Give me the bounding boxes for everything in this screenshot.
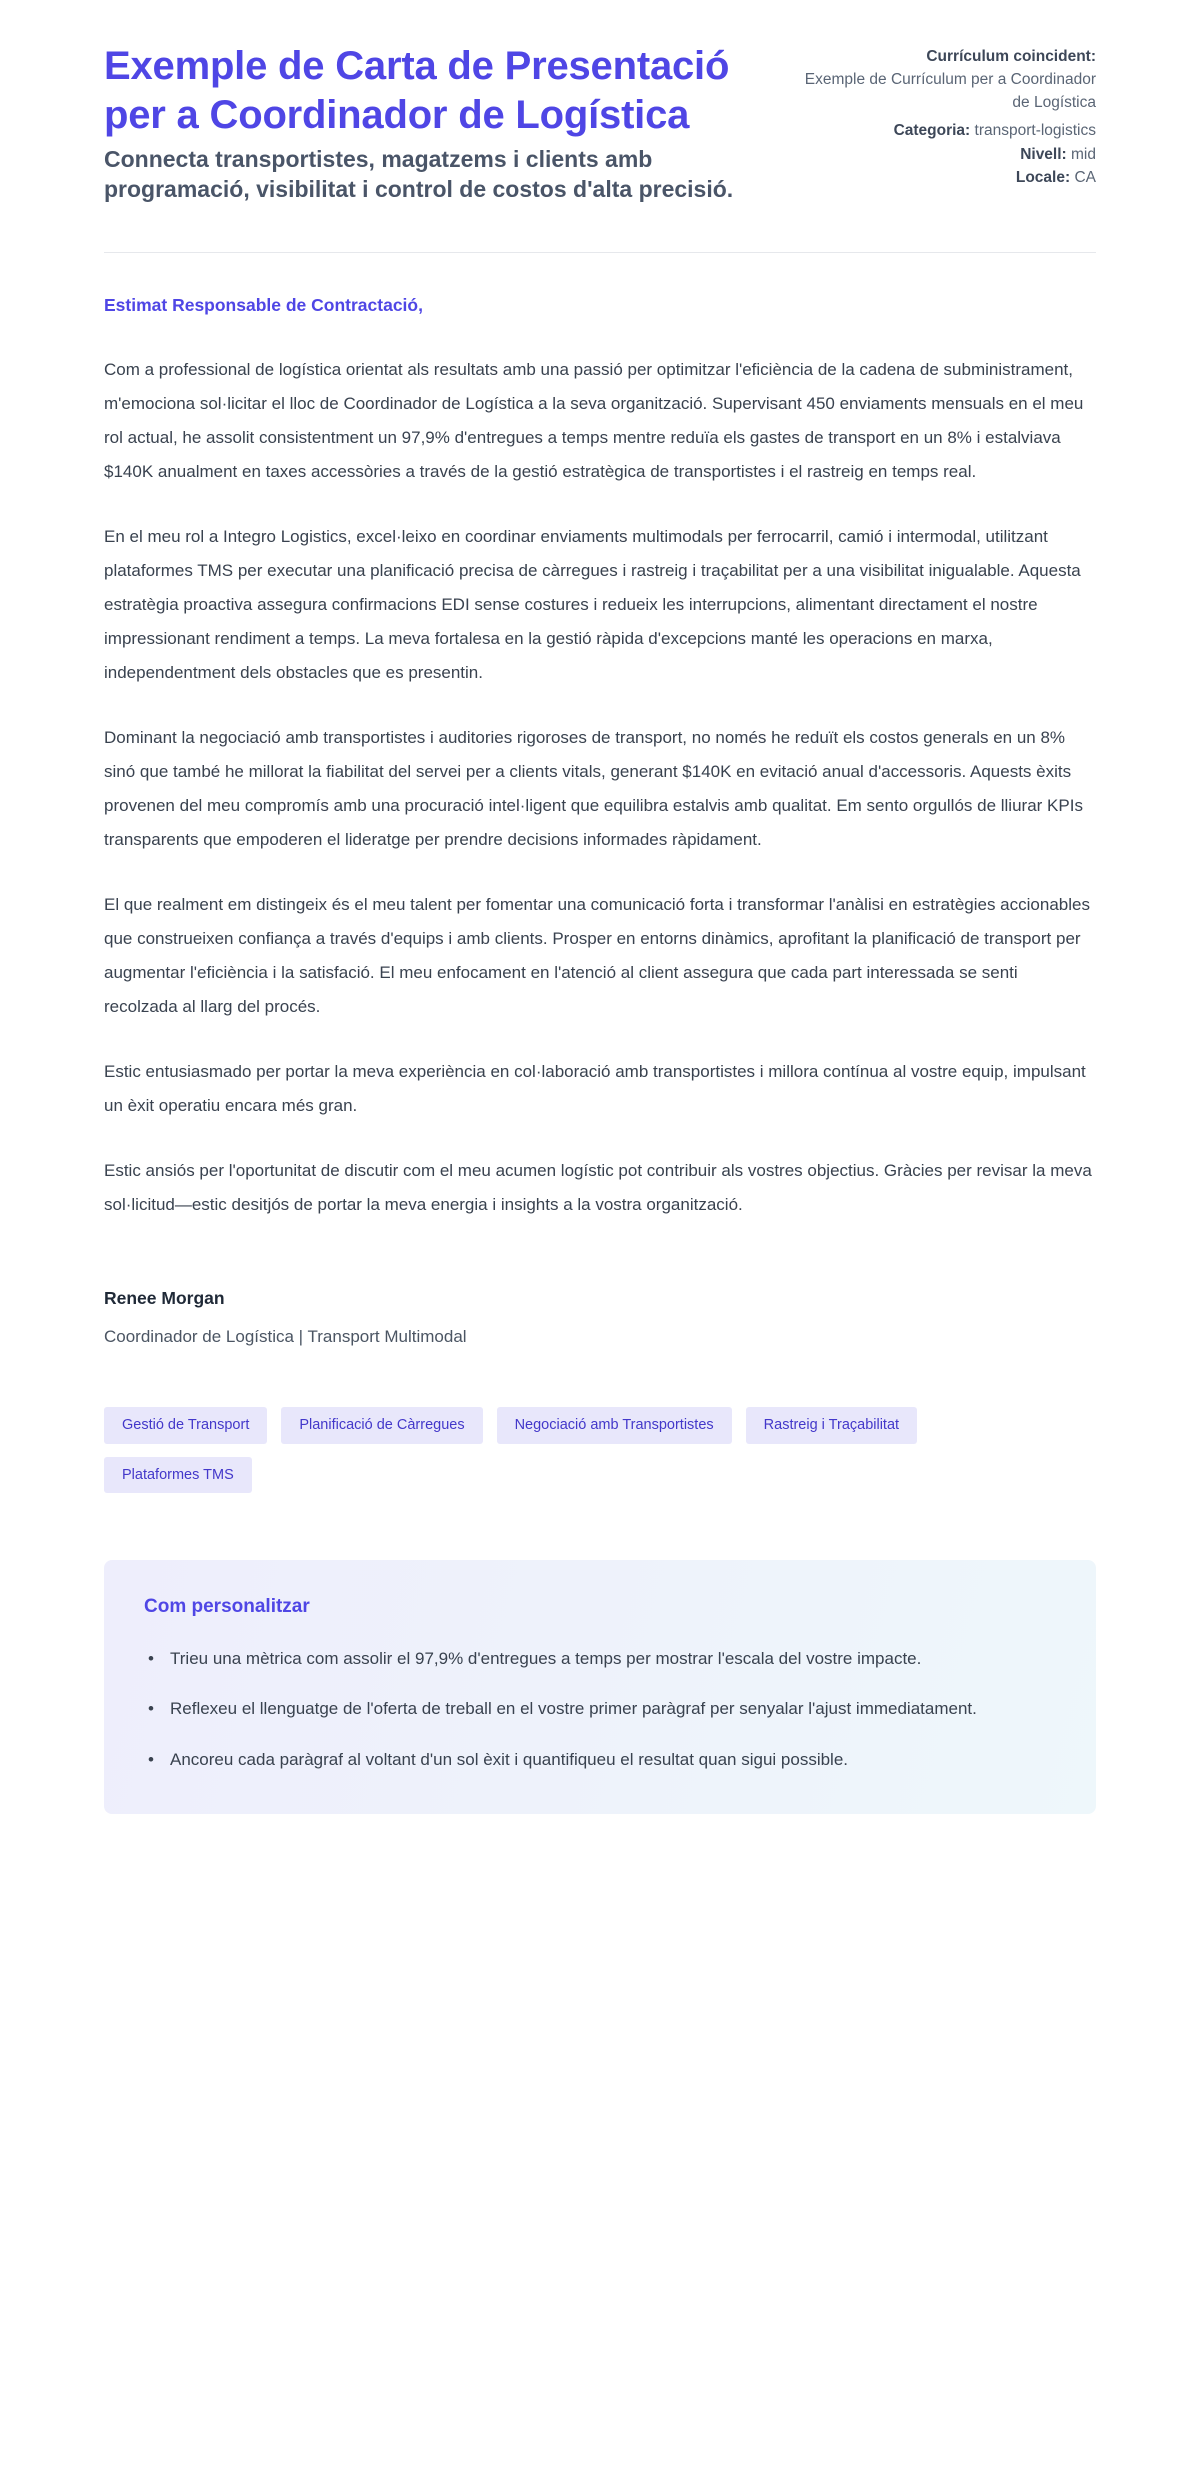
bullet-icon: • <box>148 1749 154 1769</box>
header-title-block <box>104 42 756 205</box>
meta-locale-value: CA <box>1074 169 1096 187</box>
meta-matching-resume-label-row <box>796 46 1096 68</box>
letter-paragraph: En el meu rol a Integro Logistics, excel·leixo en coordinar enviaments multimodals per ferrocarril, camió i intermodal, utilitzant plataformes TMS per executar una planificació precisa de càrregues i rastreig i traçabilitat per a una visibilitat inigualable. Aquesta estratègia proactiva assegura confirmacions EDI sense costures i redueix les interrupcions, alimentant directament el nostre impressionant rendiment a temps. La meva fortalesa en la gestió ràpida d'excepcions manté les operacions en marxa, independentment dels obstacles que es presentin. <box>104 527 1081 683</box>
letter-paragraph: Estic ansiós per l'oportunitat de discutir com el meu acumen logístic pot contribuir als vostres objectius. Gràcies per revisar la meva sol·licitud—estic desitjós de portar la meva energia i insights a la vostra organització. <box>104 1161 1092 1215</box>
meta-locale-row <box>796 167 1096 189</box>
meta-locale-label: Locale: <box>1015 169 1071 187</box>
signature-block <box>104 1288 1096 1347</box>
skill-tag-list <box>104 1407 924 1493</box>
skill-tag[interactable]: Plataformes TMS <box>104 1457 252 1494</box>
meta-level-label: Nivell: <box>1020 145 1067 163</box>
signature-role: Coordinador de Logística | Transport Multimodal <box>104 1327 467 1347</box>
callout-tip-text: Trieu una mètrica com assolir el 97,9% d'entregues a temps per mostrar l'escala del vostre impacte. <box>170 1649 922 1669</box>
bullet-icon: • <box>148 1649 154 1669</box>
meta-matching-resume-value: Exemple de Currículum per a Coordinador de Logística <box>804 71 1096 111</box>
signature-name: Renee Morgan <box>104 1288 225 1309</box>
letter-paragraph: Com a professional de logística orientat als resultats amb una passió per optimitzar l'eficiència de la cadena de subministrament, m'emociona sol·licitar el lloc de Coordinador de Logística a la seva organització. Supervisant 450 enviaments mensuals en el meu rol actual, he assolit consistentment un 97,9% d'entregues a temps mentre reduïa els gastes de transport en un 8% i estalviava $140K anualment en taxes accessòries a través de la gestió estratègica de transportistes i el rastreig en temps real. <box>104 360 1084 482</box>
callout-title: Com personalitzar <box>144 1596 310 1618</box>
page-header <box>104 42 1096 205</box>
meta-level-value: mid <box>1071 145 1096 163</box>
letter-salutation: Estimat Responsable de Contractació, <box>104 294 423 315</box>
meta-category-value: transport-logistics <box>974 122 1096 140</box>
callout-tip-item <box>144 1642 1056 1675</box>
letter-paragraph: Dominant la negociació amb transportistes i auditories rigoroses de transport, no només he reduït els costos generals en un 8% sinó que també he millorat la fiabilitat del servei per a clients vitals, generant $140K en evitació anual d'accessoris. Aquests èxits provenen del meu compromís amb una procuració intel·ligent que equilibra estalvis amb qualitat. Em sento orgullós de lliurar KPIs transparents que empoderen el lideratge per prendre decisions informades ràpidament. <box>104 728 1083 850</box>
callout-tip-item <box>144 1692 1056 1725</box>
meta-matching-resume-label: Currículum coincident: <box>926 48 1096 65</box>
meta-category-row <box>796 120 1096 142</box>
bullet-icon: • <box>148 1699 154 1719</box>
skill-tag[interactable]: Gestió de Transport <box>104 1407 267 1444</box>
callout-tip-list <box>144 1642 1056 1775</box>
letter-body <box>104 253 1096 1223</box>
page-title: Exemple de Carta de Presentació per a Coordinador de Logística <box>104 44 730 137</box>
skill-tag[interactable]: Negociació amb Transportistes <box>497 1407 732 1444</box>
letter-paragraph: Estic entusiasmado per portar la meva experiència en col·laboració amb transportistes i millora contínua al vostre equip, impulsant un èxit operatiu encara més gran. <box>104 1062 1086 1116</box>
callout-tip-text: Reflexeu el llenguatge de l'oferta de treball en el vostre primer paràgraf per senyalar l'ajust immediatament. <box>170 1699 977 1719</box>
meta-category-label: Categoria: <box>893 122 971 140</box>
skill-tag[interactable]: Planificació de Càrregues <box>281 1407 482 1444</box>
document-metadata <box>796 42 1096 191</box>
customization-callout <box>104 1560 1096 1813</box>
callout-tip-item <box>144 1743 1056 1776</box>
skill-tag[interactable]: Rastreig i Traçabilitat <box>746 1407 917 1444</box>
meta-matching-resume-value-row <box>796 69 1096 114</box>
page-subtitle: Connecta transportistes, magatzems i clients amb programació, visibilitat i control de costos d'alta precisió. <box>104 145 734 203</box>
meta-level-row <box>796 144 1096 166</box>
callout-tip-text: Ancoreu cada paràgraf al voltant d'un sol èxit i quantifiqueu el resultat quan sigui possible. <box>170 1749 849 1769</box>
letter-paragraph: El que realment em distingeix és el meu talent per fomentar una comunicació forta i transformar l'anàlisi en estratègies accionables que construeixen confiança a través d'equips i amb clients. Prosper en entorns dinàmics, aprofitant la planificació de transport per augmentar l'eficiència i la satisfació. El meu enfocament en l'atenció al client assegura que cada part interessada se senti recolzada al llarg del procés. <box>104 895 1090 1017</box>
